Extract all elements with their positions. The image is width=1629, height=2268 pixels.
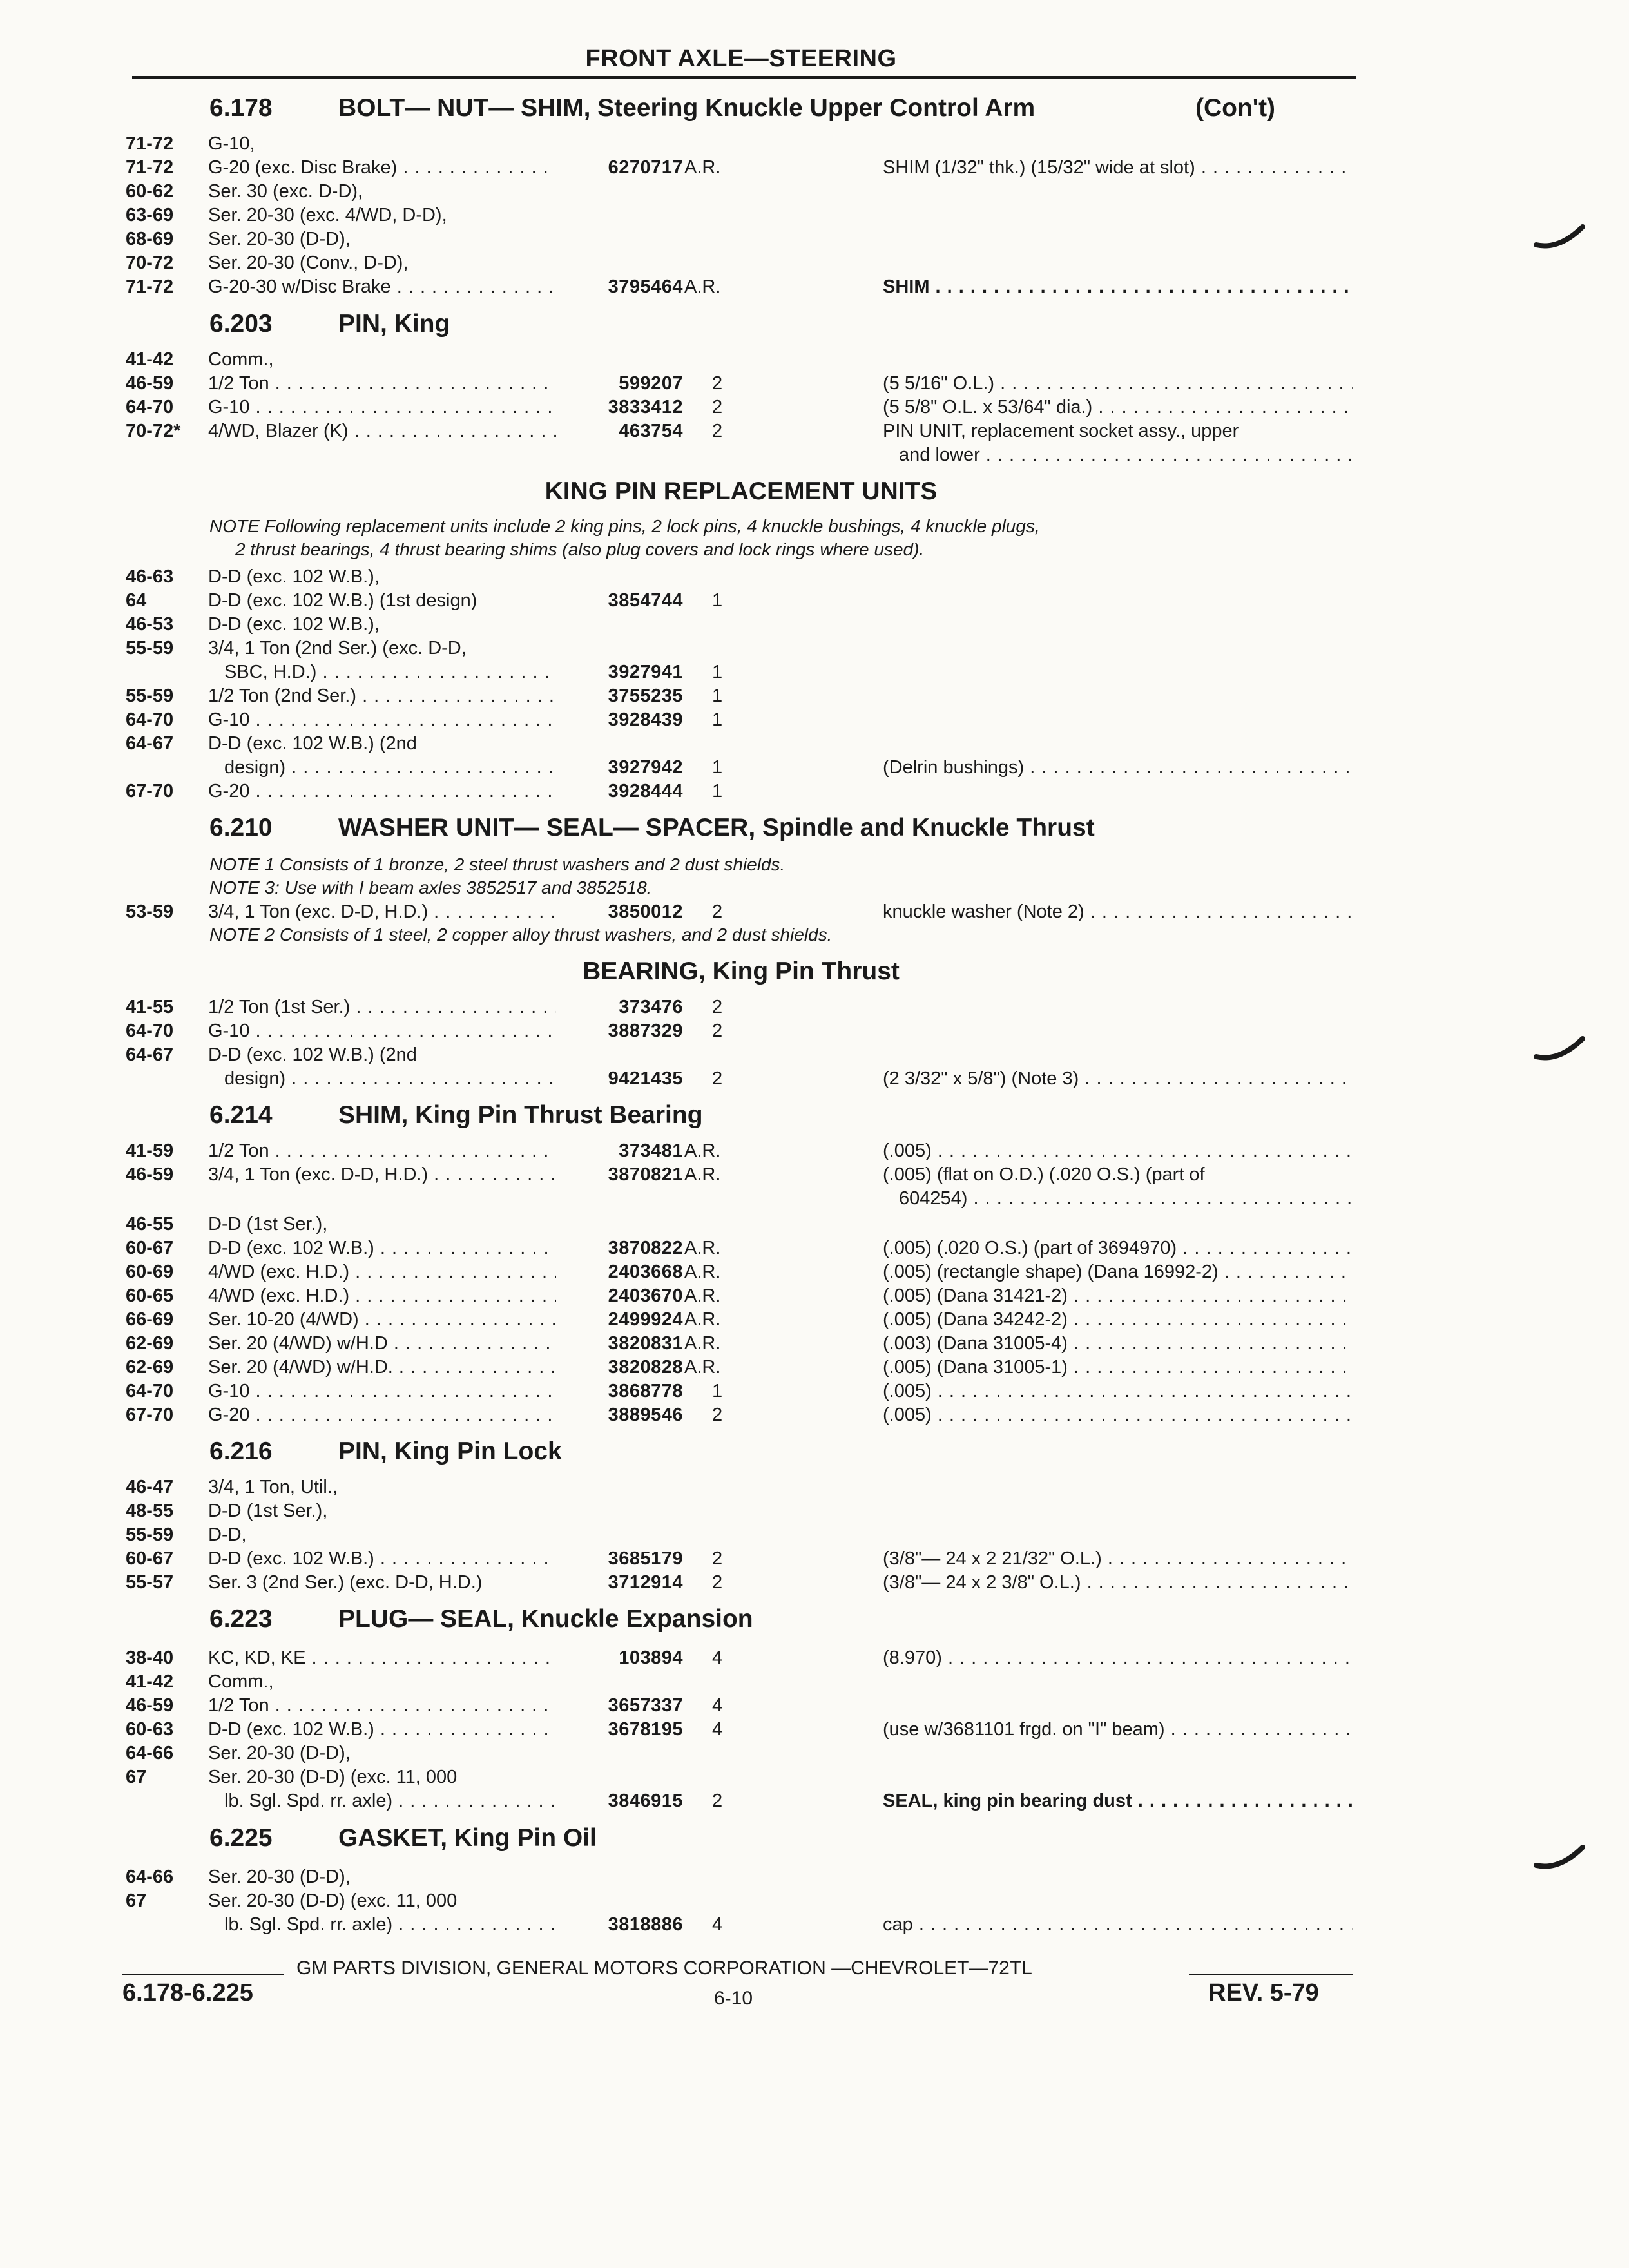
application: Ser. 20-30 (Conv., D-D), bbox=[208, 253, 409, 273]
quantity: A.R. bbox=[684, 1285, 721, 1306]
quantity: A.R. bbox=[684, 157, 721, 178]
section-title: PIN, King Pin Lock bbox=[338, 1437, 562, 1465]
part-number: 3818886 bbox=[608, 1914, 683, 1935]
section-title: BOLT— NUT— SHIM, Steering Knuckle Upper Control Arm bbox=[338, 94, 1036, 122]
section-title: WASHER UNIT— SEAL— SPACER, Spindle and Knuckle Thrust bbox=[338, 814, 1095, 841]
quantity: 1 bbox=[712, 709, 723, 730]
remarks: SEAL, king pin bearing dust . . . bbox=[883, 1789, 1353, 1812]
section-number: 6.210 bbox=[209, 814, 273, 841]
application: Comm., bbox=[208, 349, 274, 370]
part-number: 3887329 bbox=[608, 1021, 683, 1041]
note-1: NOTE 1 Consists of 1 bronze, 2 steel thrust washers and 2 dust shields. bbox=[209, 854, 786, 874]
section-number: 6.178 bbox=[209, 94, 273, 122]
year: 41-55 bbox=[126, 997, 174, 1017]
footer-rule-right bbox=[1189, 1974, 1353, 1975]
binder-mark-icon bbox=[1534, 1840, 1585, 1878]
quantity: 1 bbox=[712, 1381, 723, 1401]
year: 71-72 bbox=[126, 157, 174, 178]
year: 48-55 bbox=[126, 1501, 174, 1521]
year: 64-70 bbox=[126, 1381, 174, 1401]
remarks: (use w/3681101 frgd. on "I" beam) . . . bbox=[883, 1718, 1353, 1741]
section-number: 6.223 bbox=[209, 1605, 273, 1633]
year: 62-69 bbox=[126, 1357, 174, 1378]
part-number: 463754 bbox=[619, 421, 683, 441]
footer-revision: REV. 5-79 bbox=[1208, 1979, 1319, 2006]
application: G-10 . . . bbox=[208, 396, 556, 419]
note-kingpin-1: NOTE Following replacement units include 2 king pins, 2 lock pins, 4 knuckle bushings, 4 knuckle plugs, bbox=[209, 516, 1040, 536]
year: 60-63 bbox=[126, 1719, 174, 1740]
application: lb. Sgl. Spd. rr. axle) . . . bbox=[224, 1789, 556, 1812]
year: 60-62 bbox=[126, 181, 174, 202]
year: 67 bbox=[126, 1890, 147, 1911]
part-number: 599207 bbox=[619, 373, 683, 394]
remarks: (.005) (rectangle shape) (Dana 16992-2) . . . bbox=[883, 1260, 1353, 1283]
year: 62-69 bbox=[126, 1333, 174, 1354]
application: KC, KD, KE . . . bbox=[208, 1646, 556, 1669]
year: 46-63 bbox=[126, 566, 174, 587]
part-number: 373476 bbox=[619, 997, 683, 1017]
application: 3/4, 1 Ton (2nd Ser.) (exc. D-D, bbox=[208, 638, 467, 658]
application: D-D (exc. 102 W.B.), bbox=[208, 614, 380, 635]
quantity: 2 bbox=[712, 1791, 723, 1811]
note-2: NOTE 2 Consists of 1 steel, 2 copper alloy thrust washers, and 2 dust shields. bbox=[209, 925, 833, 945]
year: 55-59 bbox=[126, 686, 174, 706]
part-number: 3889546 bbox=[608, 1405, 683, 1425]
part-number: 3685179 bbox=[608, 1548, 683, 1569]
application: Ser. 20-30 (D-D), bbox=[208, 1867, 351, 1887]
remarks: (.005) (Dana 31005-1) . . . bbox=[883, 1356, 1353, 1379]
application: G-20-30 w/Disc Brake . . . bbox=[208, 275, 556, 298]
quantity: 4 bbox=[712, 1719, 723, 1740]
remarks: (Delrin bushings) . . . bbox=[883, 756, 1353, 779]
part-number: 3928444 bbox=[608, 781, 683, 802]
quantity: A.R. bbox=[684, 1164, 721, 1185]
application: 4/WD (exc. H.D.) . . . bbox=[208, 1284, 556, 1307]
application: Ser. 20-30 (D-D) (exc. 11, 000 bbox=[208, 1767, 458, 1787]
application: G-20 (exc. Disc Brake) . . . bbox=[208, 156, 556, 179]
part-number: 103894 bbox=[619, 1648, 683, 1668]
bearing-heading: BEARING, King Pin Thrust bbox=[583, 957, 900, 985]
remarks: (.005) (Dana 34242-2) . . . bbox=[883, 1308, 1353, 1331]
application: SBC, H.D.) . . . bbox=[224, 660, 556, 684]
note-3: NOTE 3: Use with I beam axles 3852517 and 3852518. bbox=[209, 878, 652, 898]
quantity: 2 bbox=[712, 1021, 723, 1041]
year: 53-59 bbox=[126, 901, 174, 922]
year: 46-59 bbox=[126, 1695, 174, 1716]
part-number: 3820831 bbox=[608, 1333, 683, 1354]
part-number: 9421435 bbox=[608, 1068, 683, 1089]
quantity: A.R. bbox=[684, 276, 721, 297]
year: 64-67 bbox=[126, 1044, 174, 1065]
part-number: 3927942 bbox=[608, 757, 683, 778]
application: 4/WD (exc. H.D.) . . . bbox=[208, 1260, 556, 1283]
part-number: 3678195 bbox=[608, 1719, 683, 1740]
application: 1/2 Ton . . . bbox=[208, 1139, 556, 1162]
section-title: PIN, King bbox=[338, 310, 450, 338]
binder-mark-icon bbox=[1534, 1031, 1585, 1070]
quantity: 2 bbox=[712, 997, 723, 1017]
year: 67-70 bbox=[126, 1405, 174, 1425]
remarks: (.005) (Dana 31421-2) . . . bbox=[883, 1284, 1353, 1307]
remarks: cap . . . bbox=[883, 1913, 1353, 1936]
quantity: 4 bbox=[712, 1914, 723, 1935]
remarks: (5 5/8" O.L. x 53/64" dia.) . . . bbox=[883, 396, 1353, 419]
remarks: 604254) . . . bbox=[899, 1187, 1353, 1210]
year: 64-70 bbox=[126, 1021, 174, 1041]
application: 3/4, 1 Ton (exc. D-D, H.D.) . . . bbox=[208, 1163, 556, 1186]
year: 55-57 bbox=[126, 1572, 174, 1593]
application: Ser. 20 (4/WD) w/H.D. . . . bbox=[208, 1356, 556, 1379]
application: Ser. 30 (exc. D-D), bbox=[208, 181, 363, 202]
quantity: A.R. bbox=[684, 1309, 721, 1330]
year: 60-65 bbox=[126, 1285, 174, 1306]
application: G-10 . . . bbox=[208, 1019, 556, 1043]
remarks: knuckle washer (Note 2) . . . bbox=[883, 900, 1353, 923]
year: 64-66 bbox=[126, 1867, 174, 1887]
quantity: 1 bbox=[712, 686, 723, 706]
part-number: 6270717 bbox=[608, 157, 683, 178]
application: Ser. 20-30 (D-D) (exc. 11, 000 bbox=[208, 1890, 458, 1911]
quantity: 2 bbox=[712, 1068, 723, 1089]
remarks: (.005) . . . bbox=[883, 1379, 1353, 1403]
remarks: (.005) (flat on O.D.) (.020 O.S.) (part of bbox=[883, 1164, 1205, 1185]
application: D-D (exc. 102 W.B.) . . . bbox=[208, 1718, 556, 1741]
part-number: 3795464 bbox=[608, 276, 683, 297]
year: 60-67 bbox=[126, 1548, 174, 1569]
section-continued: (Con't) bbox=[1195, 94, 1276, 122]
section-number: 6.225 bbox=[209, 1824, 273, 1852]
note-kingpin-2: 2 thrust bearings, 4 thrust bearing shims (also plug covers and lock rings where used). bbox=[235, 539, 925, 559]
footer-rule-left bbox=[122, 1974, 284, 1975]
footer-publisher: GM PARTS DIVISION, GENERAL MOTORS CORPORATION —CHEVROLET—72TL bbox=[296, 1957, 1032, 1979]
application: Ser. 20-30 (D-D), bbox=[208, 1743, 351, 1763]
application: 1/2 Ton (1st Ser.) . . . bbox=[208, 995, 556, 1019]
year: 67 bbox=[126, 1767, 147, 1787]
quantity: 1 bbox=[712, 590, 723, 611]
part-number: 2403670 bbox=[608, 1285, 683, 1306]
application: 1/2 Ton . . . bbox=[208, 372, 556, 395]
application: 3/4, 1 Ton (exc. D-D, H.D.) . . . bbox=[208, 900, 556, 923]
year: 64-66 bbox=[126, 1743, 174, 1763]
remarks: SHIM . . . bbox=[883, 275, 1353, 298]
section-title: GASKET, King Pin Oil bbox=[338, 1824, 597, 1852]
year: 64-70 bbox=[126, 709, 174, 730]
year: 46-47 bbox=[126, 1477, 174, 1497]
application: Ser. 3 (2nd Ser.) (exc. D-D, H.D.) bbox=[208, 1572, 483, 1593]
quantity: 2 bbox=[712, 397, 723, 418]
application: D-D (1st Ser.), bbox=[208, 1214, 328, 1235]
remarks: PIN UNIT, replacement socket assy., upper bbox=[883, 421, 1239, 441]
quantity: A.R. bbox=[684, 1238, 721, 1258]
application: D-D (1st Ser.), bbox=[208, 1501, 328, 1521]
application: Ser. 10-20 (4/WD) . . . bbox=[208, 1308, 556, 1331]
year: 46-55 bbox=[126, 1214, 174, 1235]
part-number: 3657337 bbox=[608, 1695, 683, 1716]
application: G-10 . . . bbox=[208, 708, 556, 731]
year: 70-72* bbox=[126, 421, 181, 441]
quantity: 2 bbox=[712, 1548, 723, 1569]
year: 66-69 bbox=[126, 1309, 174, 1330]
section-title: SHIM, King Pin Thrust Bearing bbox=[338, 1101, 703, 1129]
application: Ser. 20 (4/WD) w/H.D . . . bbox=[208, 1332, 556, 1355]
year: 71-72 bbox=[126, 133, 174, 154]
part-number: 3870821 bbox=[608, 1164, 683, 1185]
year: 41-42 bbox=[126, 1671, 174, 1692]
part-number: 3820828 bbox=[608, 1357, 683, 1378]
quantity: A.R. bbox=[684, 1140, 721, 1161]
remarks: (.005) . . . bbox=[883, 1403, 1353, 1427]
application: Comm., bbox=[208, 1671, 274, 1692]
section-number: 6.216 bbox=[209, 1437, 273, 1465]
quantity: 1 bbox=[712, 662, 723, 682]
section-number: 6.214 bbox=[209, 1101, 273, 1129]
application: D-D (exc. 102 W.B.) . . . bbox=[208, 1236, 556, 1260]
year: 55-59 bbox=[126, 638, 174, 658]
application: lb. Sgl. Spd. rr. axle) . . . bbox=[224, 1913, 556, 1936]
quantity: 4 bbox=[712, 1648, 723, 1668]
remarks: (2 3/32" x 5/8") (Note 3) . . . bbox=[883, 1067, 1353, 1090]
remarks: (3/8"— 24 x 2 3/8" O.L.) . . . bbox=[883, 1571, 1353, 1594]
quantity: 2 bbox=[712, 1405, 723, 1425]
quantity: A.R. bbox=[684, 1333, 721, 1354]
year: 38-40 bbox=[126, 1648, 174, 1668]
application: G-10 . . . bbox=[208, 1379, 556, 1403]
quantity: 2 bbox=[712, 421, 723, 441]
year: 41-59 bbox=[126, 1140, 174, 1161]
year: 46-59 bbox=[126, 1164, 174, 1185]
application: 1/2 Ton (2nd Ser.) . . . bbox=[208, 684, 556, 707]
part-number: 3868778 bbox=[608, 1381, 683, 1401]
year: 46-59 bbox=[126, 373, 174, 394]
part-number: 3755235 bbox=[608, 686, 683, 706]
quantity: 1 bbox=[712, 781, 723, 802]
application: 1/2 Ton . . . bbox=[208, 1694, 556, 1717]
footer-range: 6.178-6.225 bbox=[122, 1979, 253, 2006]
application: D-D, bbox=[208, 1524, 247, 1545]
year: 64-70 bbox=[126, 397, 174, 418]
part-number: 3854744 bbox=[608, 590, 683, 611]
section-title: PLUG— SEAL, Knuckle Expansion bbox=[338, 1605, 753, 1633]
quantity: 2 bbox=[712, 1572, 723, 1593]
remarks: (.005) . . . bbox=[883, 1139, 1353, 1162]
year: 63-69 bbox=[126, 205, 174, 226]
remarks: (3/8"— 24 x 2 21/32" O.L.) . . . bbox=[883, 1547, 1353, 1570]
page-title: FRONT AXLE—STEERING bbox=[585, 45, 897, 72]
year: 68-69 bbox=[126, 229, 174, 249]
part-number: 3846915 bbox=[608, 1791, 683, 1811]
quantity: A.R. bbox=[684, 1262, 721, 1282]
application: Ser. 20-30 (exc. 4/WD, D-D), bbox=[208, 205, 447, 226]
application: Ser. 20-30 (D-D), bbox=[208, 229, 351, 249]
part-number: 3870822 bbox=[608, 1238, 683, 1258]
application: D-D (exc. 102 W.B.) (2nd bbox=[208, 733, 417, 754]
part-number: 3928439 bbox=[608, 709, 683, 730]
part-number: 3927941 bbox=[608, 662, 683, 682]
year: 60-67 bbox=[126, 1238, 174, 1258]
part-number: 373481 bbox=[619, 1140, 683, 1161]
year: 67-70 bbox=[126, 781, 174, 802]
application: 4/WD, Blazer (K) . . . bbox=[208, 419, 556, 443]
section-number: 6.203 bbox=[209, 310, 273, 338]
application: design) . . . bbox=[224, 756, 556, 779]
year: 55-59 bbox=[126, 1524, 174, 1545]
remarks: (.005) (.020 O.S.) (part of 3694970) . . . bbox=[883, 1236, 1353, 1260]
application: D-D (exc. 102 W.B.) . . . bbox=[208, 1547, 556, 1570]
application: design) . . . bbox=[224, 1067, 556, 1090]
remarks: SHIM (1/32" thk.) (15/32" wide at slot) . . . bbox=[883, 156, 1353, 179]
quantity: A.R. bbox=[684, 1357, 721, 1378]
remarks: and lower . . . bbox=[899, 443, 1353, 466]
application: D-D (exc. 102 W.B.) (2nd bbox=[208, 1044, 417, 1065]
year: 71-72 bbox=[126, 276, 174, 297]
remarks: (5 5/16" O.L.) . . . bbox=[883, 372, 1353, 395]
remarks: (.003) (Dana 31005-4) . . . bbox=[883, 1332, 1353, 1355]
year: 64-67 bbox=[126, 733, 174, 754]
page-number: 6-10 bbox=[714, 1988, 753, 2009]
application: G-20 . . . bbox=[208, 1403, 556, 1427]
binder-mark-icon bbox=[1534, 219, 1585, 258]
remarks: (8.970) . . . bbox=[883, 1646, 1353, 1669]
header-rule bbox=[132, 76, 1356, 79]
application: 3/4, 1 Ton, Util., bbox=[208, 1477, 338, 1497]
year: 70-72 bbox=[126, 253, 174, 273]
application: G-10, bbox=[208, 133, 255, 154]
year: 60-69 bbox=[126, 1262, 174, 1282]
application: D-D (exc. 102 W.B.), bbox=[208, 566, 380, 587]
quantity: 4 bbox=[712, 1695, 723, 1716]
kingpin-units-heading: KING PIN REPLACEMENT UNITS bbox=[545, 477, 938, 505]
application: G-20 . . . bbox=[208, 780, 556, 803]
part-number: 3833412 bbox=[608, 397, 683, 418]
quantity: 1 bbox=[712, 757, 723, 778]
quantity: 2 bbox=[712, 373, 723, 394]
application: D-D (exc. 102 W.B.) (1st design) bbox=[208, 590, 477, 611]
part-number: 2403668 bbox=[608, 1262, 683, 1282]
year: 64 bbox=[126, 590, 147, 611]
year: 46-53 bbox=[126, 614, 174, 635]
part-number: 3850012 bbox=[608, 901, 683, 922]
quantity: 2 bbox=[712, 901, 723, 922]
year: 41-42 bbox=[126, 349, 174, 370]
part-number: 3712914 bbox=[608, 1572, 683, 1593]
part-number: 2499924 bbox=[608, 1309, 683, 1330]
